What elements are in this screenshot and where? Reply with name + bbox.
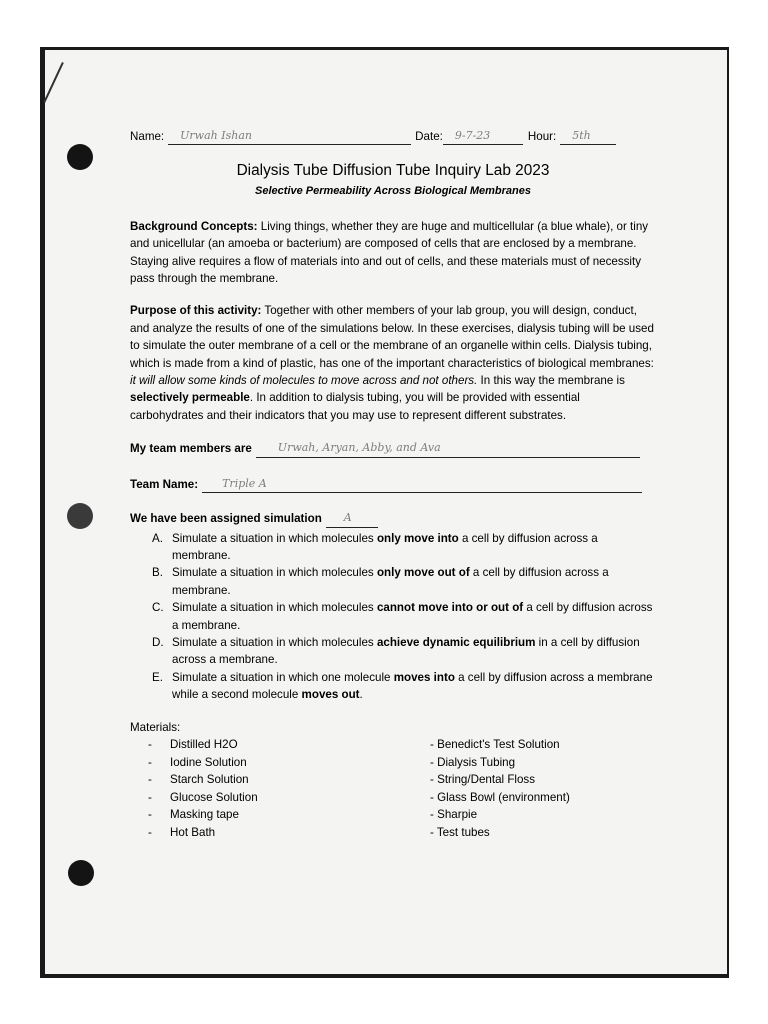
materials-right-column: [430, 736, 570, 842]
date-value: 9-7-23: [454, 129, 491, 142]
punch-hole-top: [67, 144, 93, 170]
purpose-label: Purpose of this activity:: [130, 304, 262, 318]
date-label: Date:: [415, 130, 443, 143]
purpose-text-1: Together with other members of your lab group, you will design, conduct, and analyze the results of one of the simulations below. In these exercises, dialysis tubing will be used to simulate the outer membrane of a cell or the membrane of an organelle within cells. Dialysis tubing, which is made from a kind of plastic, has one of the important characteristics of biological membranes:: [130, 304, 654, 370]
hour-value: 5th: [572, 129, 591, 142]
punch-hole-middle: [67, 503, 93, 529]
purpose-text-3: . In addition to dialysis tubing, you will be provided with essential carbohydrates and their indicators that you may use to represent different substrates.: [130, 391, 580, 422]
page-title: Dialysis Tube Diffusion Tube Inquiry Lab 2023: [236, 162, 550, 180]
material-item: - Starch Solution: [148, 773, 249, 787]
material-item: - Distilled H2O: [148, 737, 238, 751]
hour-field[interactable]: [560, 129, 616, 145]
team-name-field[interactable]: [202, 477, 642, 493]
assignment-field[interactable]: [326, 512, 378, 528]
team-members-field[interactable]: [256, 442, 640, 458]
background-paragraph: [130, 218, 656, 288]
team-members-value: Urwah, Aryan, Abby, and Ava: [277, 441, 441, 455]
name-field[interactable]: [168, 129, 411, 145]
hour-label: Hour:: [527, 130, 557, 143]
background-label: Background Concepts:: [130, 219, 258, 233]
purpose-paragraph: [130, 302, 656, 424]
material-item: - Hot Bath: [148, 825, 216, 839]
purpose-text-2: In this way the membrane is: [477, 374, 625, 388]
worksheet-content: [130, 128, 656, 842]
material-item: - Glucose Solution: [148, 790, 258, 804]
name-label: Name:: [130, 130, 165, 143]
team-name-value: Triple A: [222, 476, 267, 490]
material-item: - Benedict's Test Solution: [430, 737, 560, 751]
name-value: Urwah Ishan: [180, 129, 252, 142]
material-item: - Dialysis Tubing: [430, 755, 516, 769]
date-field[interactable]: [443, 129, 523, 145]
material-item: - Masking tape: [148, 808, 239, 822]
simulation-list: [130, 530, 656, 704]
punch-hole-bottom: [68, 860, 94, 886]
assignment-value: A: [343, 511, 352, 525]
simulation-e: E. Simulate a situation in which one molecule moves into a cell by diffusion across a membrane while a second molecule moves out.: [152, 670, 653, 702]
header-row: [130, 128, 656, 145]
material-item: - Sharpie: [430, 808, 478, 822]
material-item: - Test tubes: [430, 825, 490, 839]
team-members-label: My team members are: [130, 442, 252, 456]
assignment-row: [130, 510, 656, 527]
simulation-d: D. Simulate a situation in which molecules achieve dynamic equilibrium in a cell by diffusion across a membrane.: [152, 635, 640, 667]
simulation-a: A. Simulate a situation in which molecules only move into a cell by diffusion across a membrane.: [152, 531, 598, 562]
team-name-row: [130, 476, 656, 493]
simulation-b: B. Simulate a situation in which molecules only move out of a cell by diffusion across a membrane.: [152, 566, 609, 597]
materials-list: [130, 736, 656, 842]
material-item: - Iodine Solution: [148, 755, 247, 769]
materials-left-column: [130, 736, 430, 842]
purpose-bold: selectively permeable: [130, 391, 250, 405]
page-subtitle: Selective Permeability Across Biological Membranes: [255, 185, 531, 198]
simulation-c: C. Simulate a situation in which molecules cannot move into or out of a cell by diffusion across a membrane.: [152, 601, 653, 632]
materials-heading: Materials:: [130, 720, 181, 734]
material-item: - Glass Bowl (environment): [430, 790, 570, 804]
team-name-label: Team Name:: [130, 477, 199, 491]
assignment-label: We have been assigned simulation: [130, 512, 322, 526]
material-item: - String/Dental Floss: [430, 773, 536, 787]
team-members-row: [130, 440, 656, 457]
background-text: Living things, whether they are huge and multicellular (a blue whale), or tiny and unicellular (an amoeba or bacterium) are composed of cells that are enclosed by a membrane. Staying alive requires a flow of materials into and out of cells, and these materials must of necessity pass through the membrane.: [130, 219, 649, 286]
purpose-italic: it will allow some kinds of molecules to move across and not others.: [130, 374, 478, 388]
